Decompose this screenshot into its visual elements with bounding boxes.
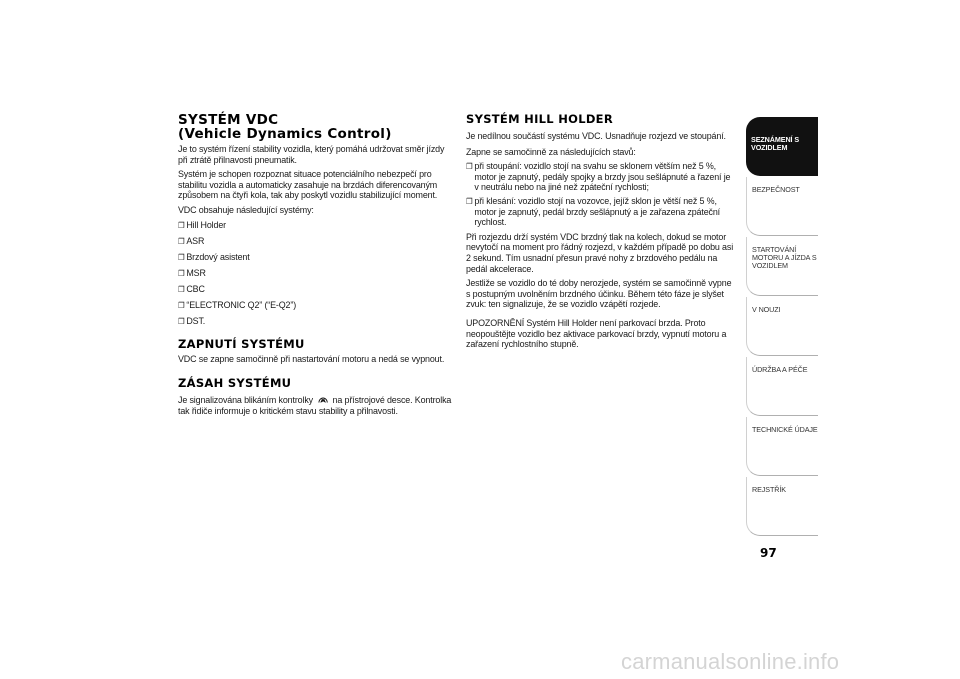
list-item: ❐ Brzdový asistent (178, 251, 250, 263)
tab-rejstrik[interactable]: REJSTŘÍK (746, 477, 818, 536)
hill-holder-p1: Je nedílnou součástí systému VDC. Usnadňuje rozjezd ve stoupání. (466, 131, 726, 142)
page-number: 97 (760, 546, 777, 560)
vdc-title-line1: SYSTÉM VDC (178, 112, 279, 128)
hill-holder-title: SYSTÉM HILL HOLDER (466, 112, 613, 126)
list-item: ❐ CBC (178, 283, 205, 295)
checkbox-bullet-icon: ❐ (466, 162, 473, 172)
vdc-detect: Systém je schopen rozpoznat situace potenciálního nebezpečí pro stabilitu vozidla a automaticky zasahuje na brzdách diferencovaným způsobem na čtyři kola, tak aby poskytl vozidlu stabilizující moment. (178, 169, 438, 202)
tab-udrzba-a-pece[interactable]: ÚDRŽBA A PÉČE (746, 357, 818, 416)
vdc-contains: VDC obsahuje následující systémy: (178, 204, 314, 216)
tab-bezpecnost[interactable]: BEZPEČNOST (746, 177, 818, 236)
list-item: ❐ “ELECTRONIC Q2” (“E-Q2”) (178, 300, 297, 312)
system-action-heading: ZÁSAH SYSTÉMU (178, 376, 292, 391)
tab-startovani[interactable]: STARTOVÁNÍ MOTORU A JÍZDA S VOZIDLEM (746, 237, 818, 296)
hill-holder-p3: Při rozjezdu drží systém VDC brzdný tlak na kolech, dokud se motor nevytočí na moment pro řádný rozjezd, v každém případě po dobu asi 2 sekund. Tím usnadní přesun pravé nohy z brzdového pedálu na pedál akcelerace. (466, 231, 734, 275)
list-item: ❐ při klesání: vozidlo stojí na vozovce, jejíž sklon je větší než 5 %, motor je zapnutý, pedál brzdy sešlápnutý a je zařazena zpáteční rychlost. (466, 195, 721, 229)
hill-holder-p2: Zapne se samočinně za následujících stavů: (466, 146, 636, 158)
system-action-text: Je signalizována blikáním kontrolky na přístrojové desce. Kontrolka tak řidiče informuje o kritickém stavu stability a přilnavosti. (178, 395, 452, 417)
vdc-systems-list (178, 221, 456, 328)
hill-holder-warning: UPOZORNĚNÍ Systém Hill Holder není parkovací brzda. Proto neopouštějte vozidlo bez aktivace parkovací brzdy, vypnutí motoru a zařazení rychlostního stupně. (466, 317, 727, 351)
vdc-intro: Je to systém řízení stability vozidla, který pomáhá udržovat směr jízdy při ztrátě přilnavosti pneumatik. (178, 144, 445, 166)
checkbox-bullet-icon: ❐ (178, 284, 185, 294)
checkbox-bullet-icon: ❐ (178, 317, 185, 327)
watermark: carmanualsonline.info (621, 649, 840, 674)
system-on-text: VDC se zapne samočinně při nastartování motoru a nedá se vypnout. (178, 353, 445, 365)
checkbox-bullet-icon: ❐ (178, 252, 185, 262)
tab-technicke-udaje[interactable]: TECHNICKÉ ÚDAJE (746, 417, 818, 476)
tab-seznameni-s-vozidlem[interactable]: SEZNÁMENÍ S VOZIDLEM (746, 117, 818, 176)
hill-holder-p4: Jestliže se vozidlo do té doby nerozjede, systém se samočinně vypne s postupným uvolněním brzdného účinku. Během této fáze je slyšet zvuk: ten signalizuje, že se vozidlo vzápětí rozjede. (466, 278, 732, 311)
left-column (178, 113, 456, 418)
list-item: ❐ Hill Holder (178, 219, 226, 231)
checkbox-bullet-icon: ❐ (466, 196, 473, 206)
right-column (466, 113, 738, 351)
checkbox-bullet-icon: ❐ (178, 268, 185, 278)
list-item: ❐ DST. (178, 316, 206, 328)
checkbox-bullet-icon: ❐ (178, 236, 185, 246)
checkbox-bullet-icon: ❐ (178, 220, 185, 230)
list-item: ❐ MSR (178, 267, 206, 279)
list-item: ❐ při stoupání: vozidlo stojí na svahu se sklonem větším než 5 %, motor je zapnutý, pedály spojky a brzdy jsou sešlápnuté a řazení je v neutrálu nebo na jiné než zpáteční rychlosti; (466, 161, 731, 194)
chapter-tabs (746, 117, 818, 537)
system-on-heading: ZAPNUTÍ SYSTÉMU (178, 336, 305, 351)
vdc-title-line2: (Vehicle Dynamics Control) (178, 126, 392, 142)
list-item: ❐ ASR (178, 235, 205, 247)
vdc-warning-light-icon (317, 394, 328, 404)
tab-v-nouzi[interactable]: V NOUZI (746, 297, 818, 356)
checkbox-bullet-icon: ❐ (178, 301, 185, 311)
